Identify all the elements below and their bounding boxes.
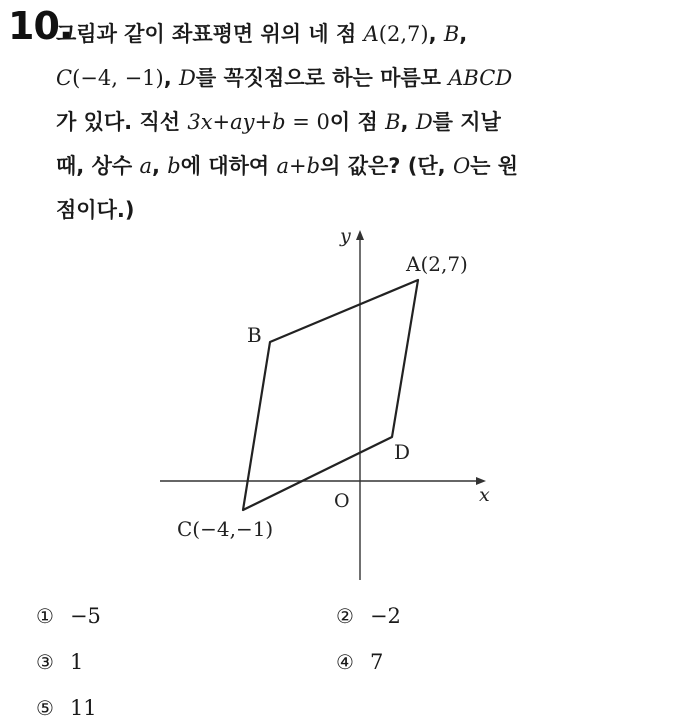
coordinate-figure [150,218,510,588]
rhombus-abcd [243,280,418,510]
choice-value: −2 [369,604,401,628]
stem-line-4 [56,144,668,188]
math-equals-zero: = 0 [285,110,330,134]
math-a-plus-b: a+b [276,154,321,178]
y-axis-arrow-icon [356,230,364,240]
choice-marker: ④ [336,650,354,674]
math-coord-A: (2,7) [378,22,429,46]
stem-line-1 [56,12,668,56]
math-D: D [415,110,433,134]
math-B: B [385,110,401,134]
math-ABCD: ABCD [448,66,513,90]
stem-text: 의 값은? (단, [320,154,453,178]
math-C: C [56,66,73,90]
stem-text: 에 대하여 [180,154,277,178]
choice-value: 1 [69,650,84,674]
math-A: A [363,22,379,46]
stem-text: , [459,22,468,46]
choice-marker: ③ [36,650,54,674]
choice-marker: ② [336,604,354,628]
stem-text: , [428,22,444,46]
choice-marker: ① [36,604,54,628]
math-a: a [139,154,152,178]
stem-text: 를 지날 [432,110,501,134]
choice-4[interactable] [336,650,383,674]
choice-marker: ⑤ [36,696,54,720]
origin-label: O [334,490,350,512]
choice-value: 7 [369,650,384,674]
math-B: B [443,22,460,46]
vertex-label-a: A(2,7) [406,252,468,276]
stem-text: , [163,66,180,90]
stem-text: 때, 상수 [56,154,140,178]
choice-2[interactable] [336,604,401,628]
axis-label-y: y [340,225,351,247]
question-stem [56,12,668,232]
stem-line-2 [56,56,668,100]
stem-text: 를 꼭짓점으로 하는 마름모 [195,66,449,90]
math-O: O [452,154,471,178]
stem-text: , [400,110,416,134]
vertex-label-d: D [394,440,411,464]
stem-text: 가 있다. 직선 [56,110,188,134]
choice-5[interactable] [36,696,97,720]
math-D: D [179,66,196,90]
axis-label-x: x [479,484,490,506]
vertex-label-b: B [247,323,262,347]
choice-3[interactable] [36,650,83,674]
math-b: b [167,154,181,178]
choice-value: 11 [69,696,97,720]
choice-value: −5 [69,604,101,628]
choice-1[interactable] [36,604,101,628]
stem-line-3 [56,100,668,144]
stem-text: 그림과 같이 좌표평면 위의 네 점 [56,22,364,46]
math-line-equation: 3x+ay+b [187,110,286,134]
question-number: 10. [8,4,73,48]
stem-text: , [152,154,168,178]
vertex-label-c: C(−4,−1) [177,517,274,541]
stem-text: 이 점 [329,110,386,134]
math-coord-C: (−4, −1) [72,66,164,90]
stem-text: 는 원 [470,154,519,178]
stem-text: 점이다.) [56,198,135,222]
